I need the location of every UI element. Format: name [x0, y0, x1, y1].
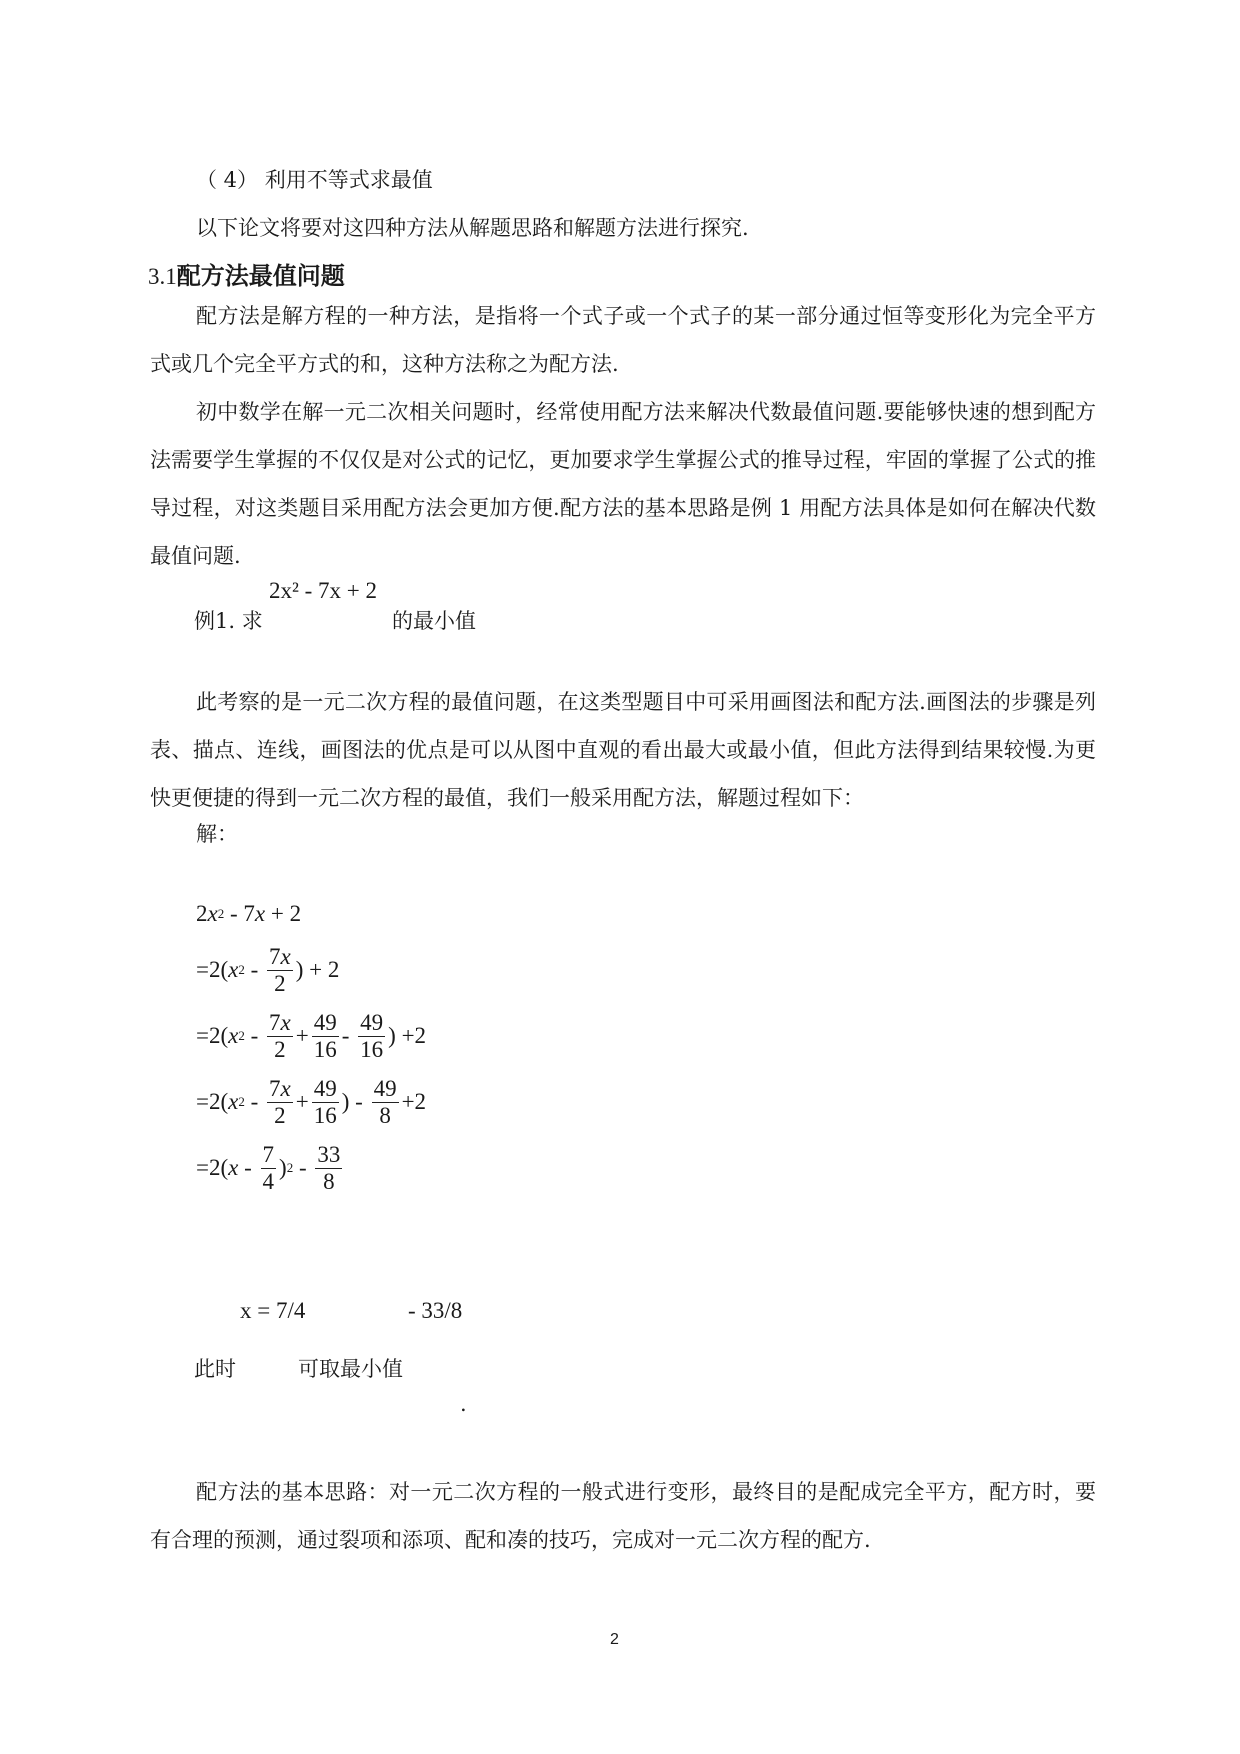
section-number: 3.1: [148, 264, 177, 289]
section-title: 配方法最值问题: [176, 262, 345, 290]
list-item-4: （ 4） 利用不等式求最值: [196, 168, 433, 192]
derivation-line-3: =2( x 2 - $\frac{7x}{2}$ + $\frac{49}{16}$ - $\frac{49}{16}$ ) +2: [196, 1009, 427, 1062]
derivation-line-2: =2( x 2 - $\frac{7x}{2}$ ) + 2: [196, 943, 340, 996]
paragraph-intro: 初中数学在解一元二次相关问题时，经常使用配方法来解决代数最值问题.要能够快速的想到配方法需要学生掌握的不仅仅是对公式的记忆，更加要求学生掌握公式的推导过程，牢固的掌握了公式的推导过程，对这类题目采用配方法会更加方便.配方法的基本思路是例 1 用配方法具体是如何在解决代数最值问题.: [150, 400, 1096, 568]
page-number: 2: [610, 1631, 619, 1648]
conclusion-dot: .: [460, 1392, 467, 1416]
derivation-line-1: 2 x 2 - 7 x + 2: [196, 901, 302, 926]
conclusion-prefix: 此时: [194, 1357, 236, 1381]
derivation-line-5: =2( x - $\frac{7}{4}$ ) 2 - $\frac{33}{8}$: [196, 1141, 341, 1194]
conclusion-middle: 可取最小值: [298, 1357, 403, 1381]
solution-label: 解：: [196, 822, 238, 846]
paragraph-summary: 配方法的基本思路：对一元二次方程的一般式进行变形，最终目的是配成完全平方，配方时，要有合理的预测，通过裂项和添项、配和凑的技巧，完成对一元二次方程的配方.: [150, 1480, 1096, 1552]
paragraph-definition: 配方法是解方程的一种方法，是指将一个式子或一个式子的某一部分通过恒等变形化为完全平方式或几个完全平方式的和，这种方法称之为配方法.: [150, 304, 1096, 376]
min-value: - 33/8: [408, 1298, 463, 1323]
section-heading: [148, 256, 345, 291]
derivation-line-4: =2( x 2 - $\frac{7x}{2}$ + $\frac{49}{16}$ ) - $\frac{49}{8}$ +2: [196, 1075, 427, 1128]
example-expression: 2x² - 7x + 2: [269, 578, 378, 603]
example-suffix: 的最小值: [392, 609, 476, 633]
intro-sentence: 以下论文将要对这四种方法从解题思路和解题方法进行探究.: [196, 216, 749, 240]
x-value: x = 7/4: [240, 1298, 306, 1323]
paragraph-analysis: 此考察的是一元二次方程的最值问题，在这类型题目中可采用画图法和配方法.画图法的步骤是列表、描点、连线，画图法的优点是可以从图中直观的看出最大或最小值，但此方法得到结果较慢.为更快更便捷的得到一元二次方程的最值，我们一般采用配方法，解题过程如下：: [150, 690, 1096, 810]
example-prefix: 例1. 求: [194, 609, 263, 633]
